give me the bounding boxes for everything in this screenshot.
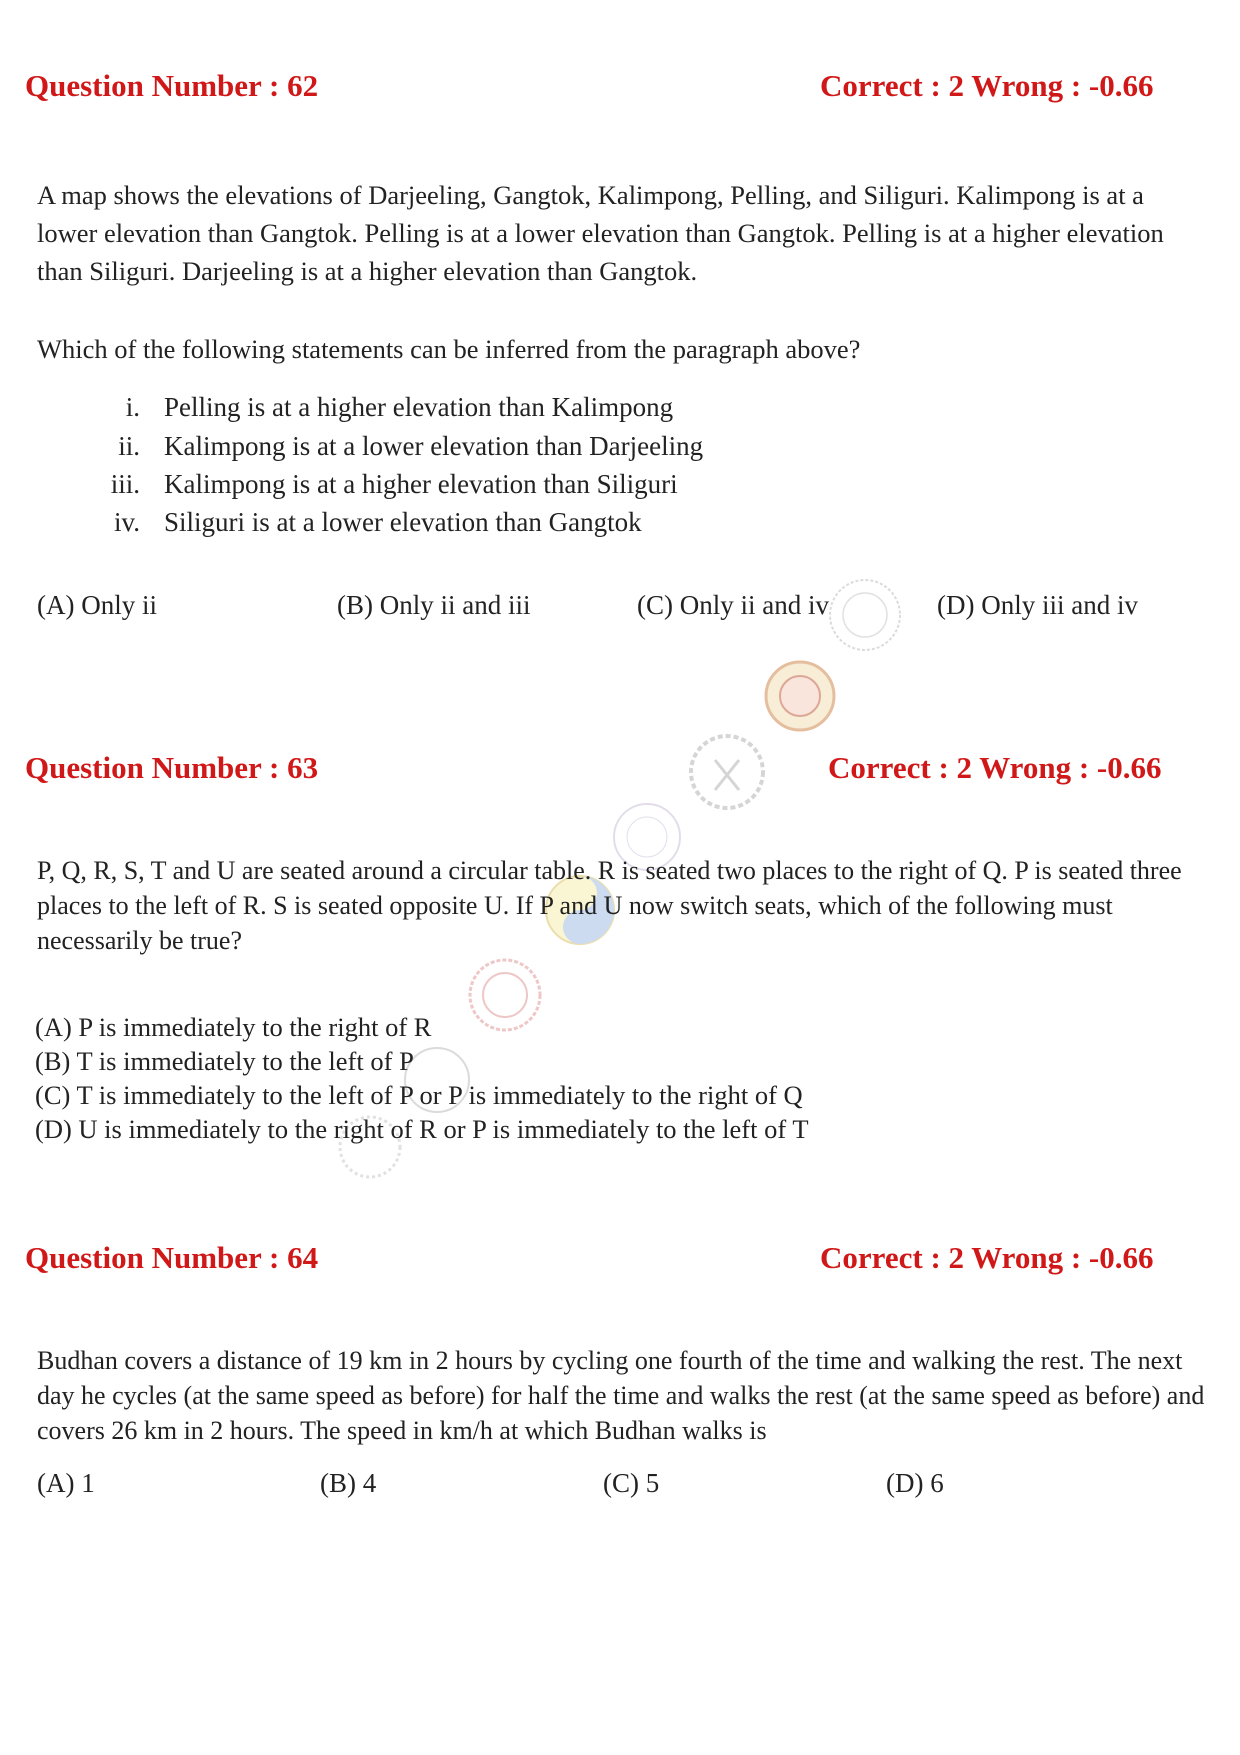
watermark-seal-6 (465, 955, 545, 1035)
question-62-prompt: Which of the following statements can be inferred from the paragraph above? (37, 334, 861, 364)
q63-option-a: (A) P is immediately to the right of R (35, 1012, 432, 1042)
marks-label: Correct : 2 Wrong : -0.66 (828, 750, 1162, 785)
question-number: Question Number : 63 (25, 750, 319, 785)
q63-option-b: (B) T is immediately to the left of P (35, 1046, 414, 1076)
q64-option-a: (A) 1 (37, 1468, 95, 1498)
marks-label: Correct : 2 Wrong : -0.66 (820, 68, 1154, 103)
question-number: Question Number : 62 (25, 68, 319, 103)
question-62-paragraph: A map shows the elevations of Darjeeling, Gangtok, Kalimpong, Pelling, and Siliguri. Kalimpong is at a lower elevation than Gangtok. Pelling is at a lower elevation than Gangtok. Pelling is at a higher elevation than Siliguri. Darjeeling is at a higher elevation than Gangtok. (37, 180, 1164, 286)
watermark-seal-1 (825, 575, 905, 655)
marks-label: Correct : 2 Wrong : -0.66 (820, 1240, 1154, 1275)
q64-option-c: (C) 5 (603, 1468, 660, 1498)
q64-option-b: (B) 4 (320, 1468, 377, 1498)
q62-option-d: (D) Only iii and iv (937, 590, 1138, 620)
question-number: Question Number : 64 (25, 1240, 319, 1275)
q63-option-c: (C) T is immediately to the left of P or P is immediately to the right of Q (35, 1080, 803, 1110)
q64-option-d: (D) 6 (886, 1468, 944, 1498)
question-64-paragraph: Budhan covers a distance of 19 km in 2 hours by cycling one fourth of the time and walking the rest. The next day he cycles (at the same speed as before) for half the time and walks the rest (at the same speed as before) and covers 26 km in 2 hours. The speed in km/h at which Budhan walks is (37, 1346, 1205, 1445)
q62-option-b: (B) Only ii and iii (337, 590, 531, 620)
watermark-seal-2 (762, 658, 838, 734)
watermark-seal-3 (685, 730, 770, 820)
q62-option-a: (A) Only ii (37, 590, 157, 620)
question-63-paragraph: P, Q, R, S, T and U are seated around a circular table. R is seated two places to the right of Q. P is seated three places to the left of R. S is seated opposite U. If P and U now switch seats, which of the following must necessarily be true? (37, 856, 1182, 955)
q63-option-d: (D) U is immediately to the right of R or P is immediately to the left of T (35, 1114, 809, 1144)
q62-option-c: (C) Only ii and iv (637, 590, 829, 620)
